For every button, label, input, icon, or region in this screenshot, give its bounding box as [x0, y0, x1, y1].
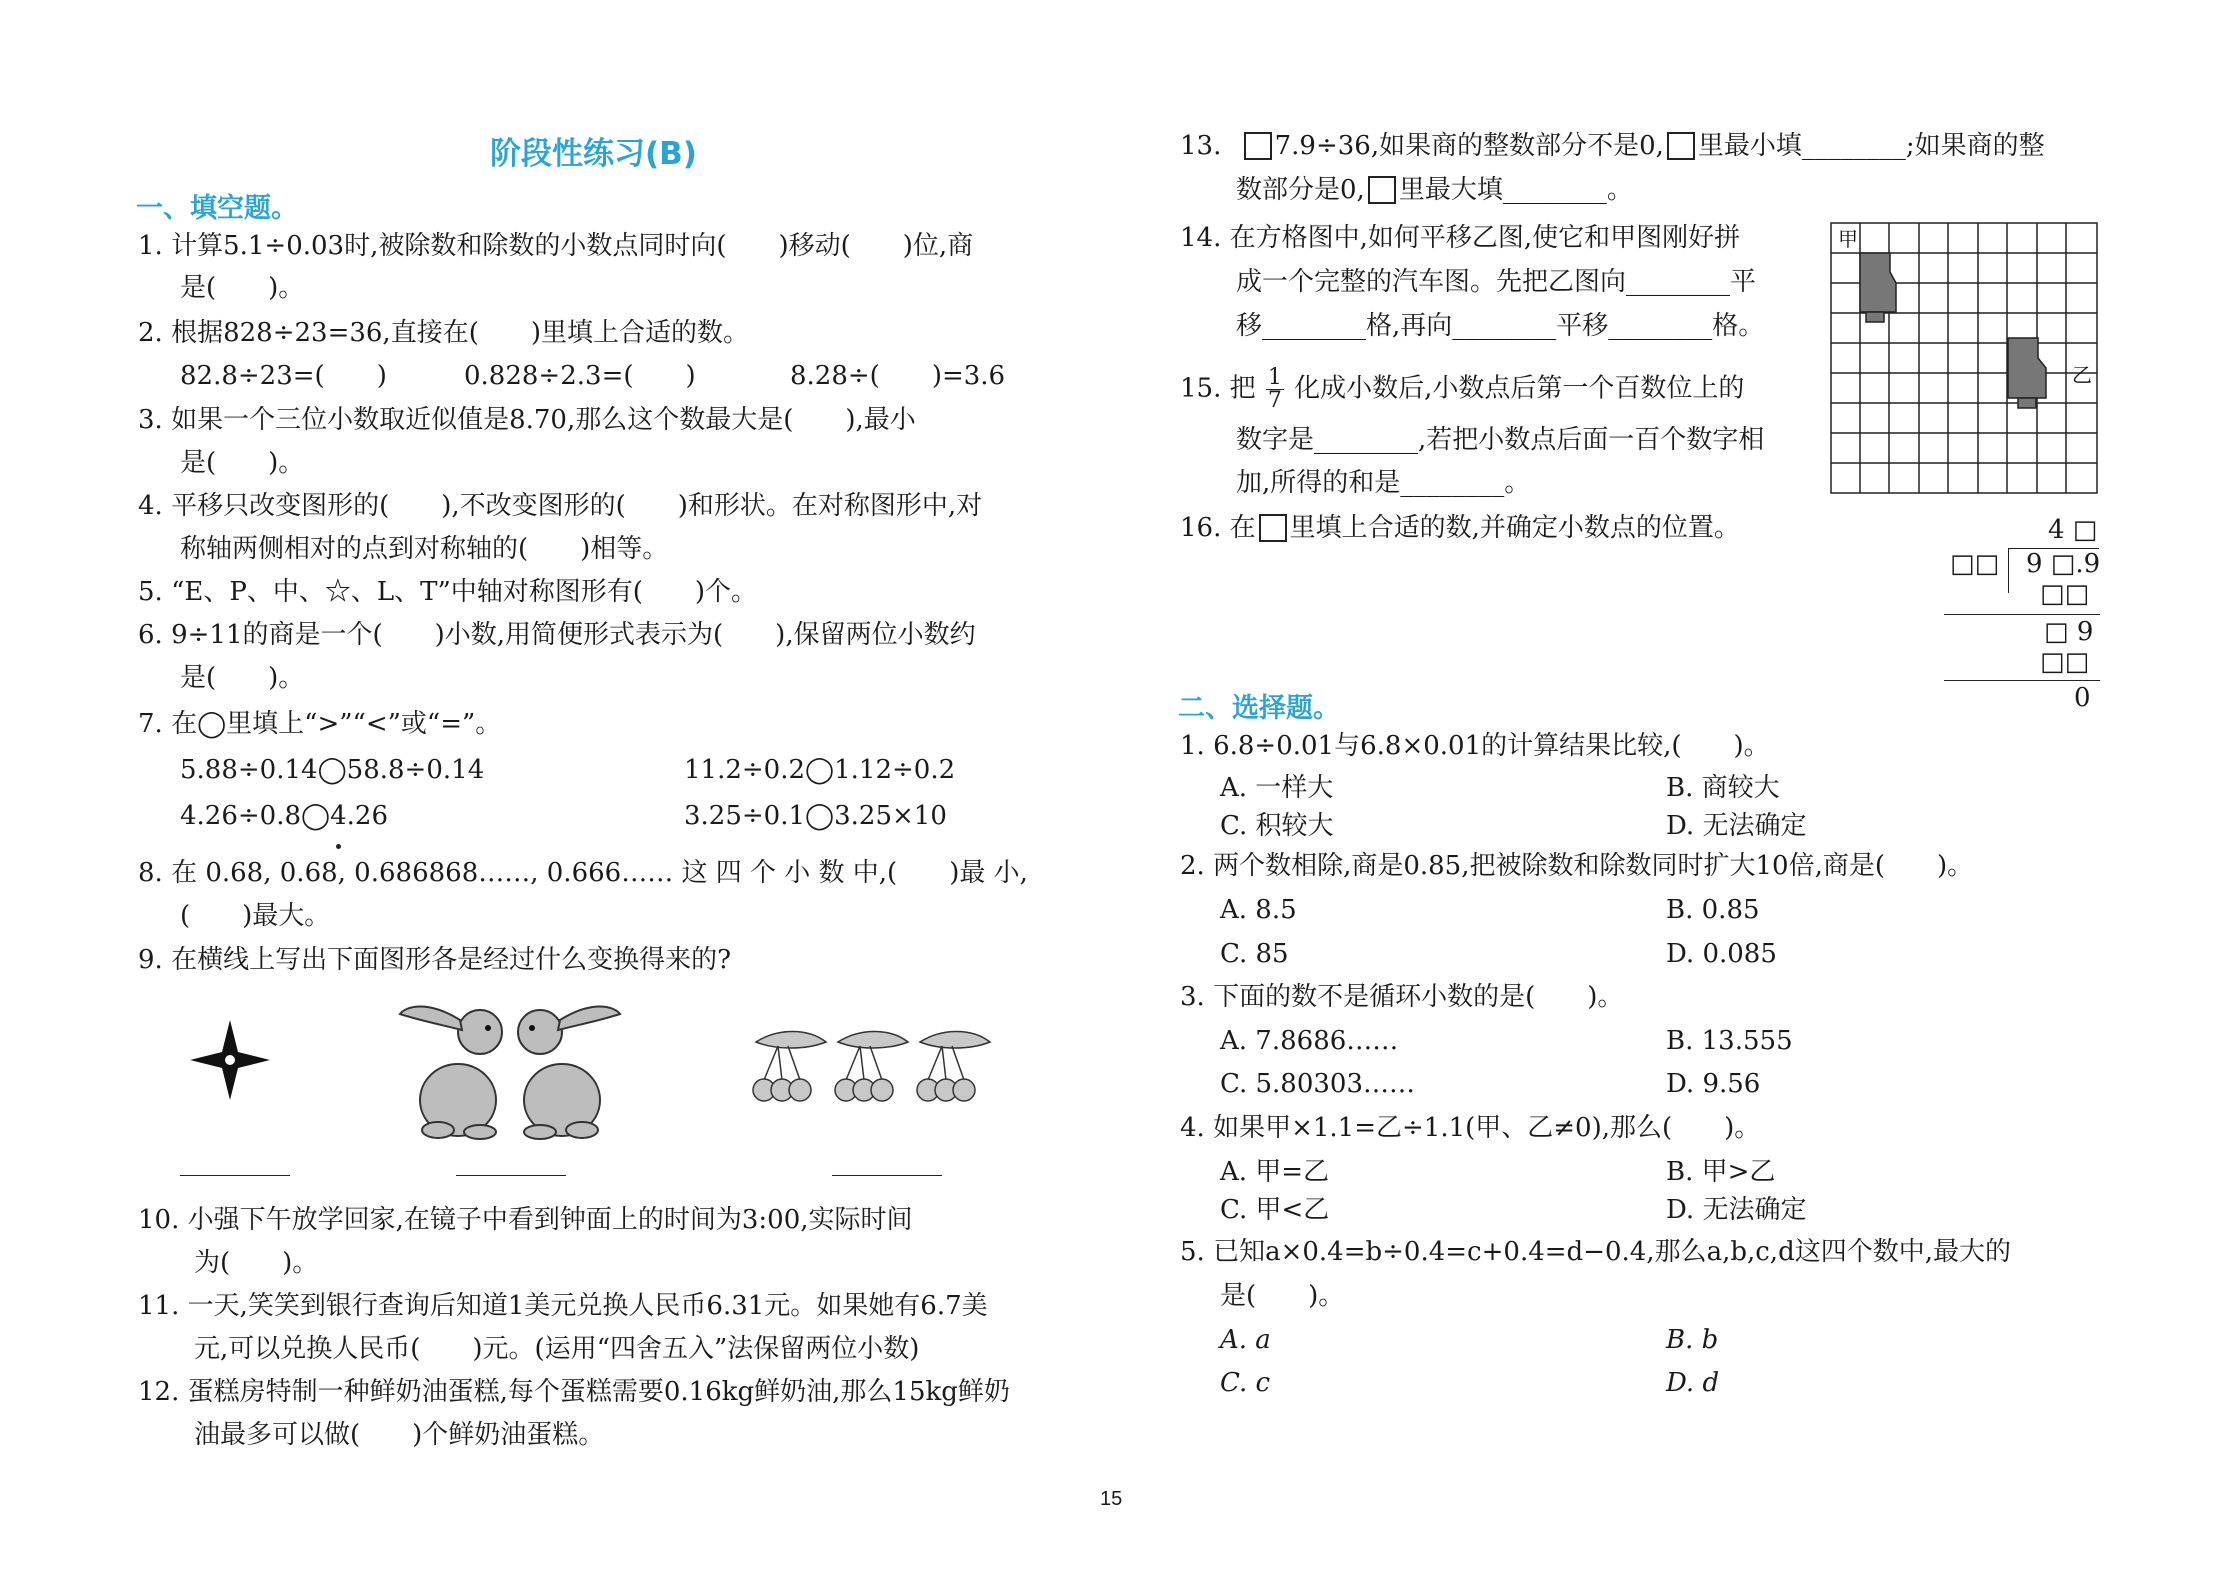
- q13b-text: 数部分是0,: [1236, 175, 1365, 205]
- car-grid-figure: [1830, 222, 2100, 496]
- q11-line1: 11. 一天,笑笑到银行查询后知道1美元兑换人民币6.31元。如果她有6.7美: [138, 1291, 988, 1321]
- q4-line2: 称轴两侧相对的点到对称轴的( )相等。: [180, 534, 669, 564]
- q1-line1: 1. 计算5.1÷0.03时,被除数和除数的小数点同时向( )移动( )位,商: [138, 231, 974, 261]
- q3-line2: 是( )。: [180, 448, 305, 478]
- choice-q1-option-d[interactable]: D. 无法确定: [1666, 811, 1807, 841]
- choice-q5-option-a[interactable]: A. a: [1220, 1325, 1271, 1355]
- choice-q4: 4. 如果甲×1.1=乙÷1.1(甲、乙≠0),那么( )。: [1180, 1113, 1761, 1143]
- q13b-text-2: 里最大填________。: [1398, 175, 1633, 205]
- choice-q3: 3. 下面的数不是循环小数的是( )。: [1180, 982, 1624, 1012]
- q8-line2: ( )最大。: [180, 901, 331, 931]
- q16-line: [1180, 512, 1740, 544]
- q15-line2: 数字是________,若把小数点后面一百个数字相: [1236, 425, 1765, 455]
- q14-line1: 14. 在方格图中,如何平移乙图,使它和甲图刚好拼: [1180, 223, 1741, 253]
- q2-part1: 82.8÷23=( ): [180, 361, 387, 391]
- star-shape-icon: [188, 1018, 272, 1102]
- q7-part1: 5.88÷0.14◯58.8÷0.14: [180, 755, 485, 785]
- section-multiple-choice: 二、选择题。: [1178, 693, 1340, 724]
- cherries-icon: [748, 1028, 1006, 1104]
- q7-part3: 4.26÷0.8◯4.26: [180, 801, 389, 831]
- choice-q5-option-d[interactable]: D. d: [1666, 1368, 1720, 1398]
- div-dividend: 9 □.9: [2026, 549, 2101, 579]
- choice-q5-line2: 是( )。: [1220, 1281, 1345, 1311]
- answer-blank-2[interactable]: [456, 1175, 566, 1176]
- choice-q3-option-c[interactable]: C. 5.80303……: [1220, 1069, 1416, 1099]
- choice-q2-option-c[interactable]: C. 85: [1220, 939, 1289, 969]
- div-divisor: □□: [1950, 549, 2000, 579]
- choice-q5-option-c[interactable]: C. c: [1220, 1368, 1271, 1398]
- q13-line1: [1180, 130, 2045, 162]
- q13-box-2[interactable]: [1667, 132, 1695, 160]
- q13-line2: [1236, 174, 1633, 206]
- q9-line: 9. 在横线上写出下面图形各是经过什么变换得来的?: [138, 945, 732, 975]
- choice-q1-option-a[interactable]: A. 一样大: [1220, 773, 1334, 803]
- choice-q4-option-a[interactable]: A. 甲=乙: [1220, 1157, 1330, 1187]
- division-line-2: [1944, 680, 2100, 681]
- q6-line2: 是( )。: [180, 663, 305, 693]
- q13-box-3[interactable]: [1368, 176, 1396, 204]
- choice-q3-option-b[interactable]: B. 13.555: [1666, 1026, 1793, 1056]
- section-fill-in: 一、填空题。: [136, 193, 298, 224]
- q15-line3: 加,所得的和是________。: [1236, 468, 1531, 498]
- q4-line1: 4. 平移只改变图形的( ),不改变图形的( )和形状。在对称图形中,对: [138, 491, 983, 521]
- fraction-numerator: 1: [1267, 365, 1282, 390]
- rabbits-icon: [398, 990, 622, 1140]
- q14-line3: 移________格,再向________平移________格。: [1236, 311, 1765, 341]
- q10-line1: 10. 小强下午放学回家,在镜子中看到钟面上的时间为3:00,实际时间: [138, 1205, 913, 1235]
- q2-part2: 0.828÷2.3=( ): [464, 361, 696, 391]
- q12-line2: 油最多可以做( )个鲜奶油蛋糕。: [194, 1420, 605, 1450]
- choice-q1-option-b[interactable]: B. 商较大: [1666, 773, 1780, 803]
- choice-q4-option-b[interactable]: B. 甲>乙: [1666, 1157, 1776, 1187]
- choice-q4-option-d[interactable]: D. 无法确定: [1666, 1195, 1807, 1225]
- div-row2: □ 9: [2044, 617, 2094, 647]
- q15-line1: [1180, 367, 1744, 412]
- q16-post: 里填上合适的数,并确定小数点的位置。: [1289, 513, 1740, 543]
- q6-line1: 6. 9÷11的商是一个( )小数,用简便形式表示为( ),保留两位小数约: [138, 620, 976, 650]
- choice-q2-option-b[interactable]: B. 0.85: [1666, 895, 1760, 925]
- q2-line1: 2. 根据828÷23=36,直接在( )里填上合适的数。: [138, 318, 749, 348]
- div-row4: 0: [2074, 683, 2091, 713]
- choice-q5-line1: 5. 已知a×0.4=b÷0.4=c+0.4=d−0.4,那么a,b,c,d这四个数中,最大的: [1180, 1237, 2011, 1267]
- fraction-one-seventh: [1266, 367, 1284, 412]
- choice-q1: 1. 6.8÷0.01与6.8×0.01的计算结果比较,( )。: [1180, 731, 1770, 761]
- q14-line2: 成一个完整的汽车图。先把乙图向________平: [1236, 267, 1757, 297]
- division-line-1: [1944, 614, 2100, 615]
- q15-post: 化成小数后,小数点后第一个百数位上的: [1294, 373, 1745, 404]
- grid-label-yi: 乙: [2072, 363, 2092, 387]
- q1-line2: 是( )。: [180, 273, 305, 303]
- q16-box[interactable]: [1259, 514, 1287, 542]
- choice-q3-option-a[interactable]: A. 7.8686……: [1220, 1026, 1399, 1056]
- choice-q2-option-a[interactable]: A. 8.5: [1220, 895, 1297, 925]
- grid-label-jia: 甲: [1838, 227, 1858, 251]
- repeat-dot: [336, 844, 341, 849]
- answer-blank-3[interactable]: [832, 1175, 942, 1176]
- q7-part2: 11.2÷0.2◯1.12÷0.2: [684, 755, 956, 785]
- div-row3: □□: [2040, 647, 2090, 677]
- choice-q2-option-d[interactable]: D. 0.085: [1666, 939, 1777, 969]
- q2-part3: 8.28÷( )=3.6: [790, 361, 1006, 391]
- choice-q4-option-c[interactable]: C. 甲<乙: [1220, 1195, 1330, 1225]
- div-row1: □□: [2040, 579, 2090, 609]
- q13-text: 7.9÷36,如果商的整数部分不是0,: [1274, 131, 1664, 161]
- choice-q5-option-b[interactable]: B. b: [1666, 1325, 1719, 1355]
- q16-pre: 16. 在: [1180, 513, 1256, 543]
- answer-blank-1[interactable]: [180, 1175, 290, 1176]
- choice-q2: 2. 两个数相除,商是0.85,把被除数和除数同时扩大10倍,商是( )。: [1180, 851, 1974, 881]
- q7-part4: 3.25÷0.1◯3.25×10: [684, 801, 947, 831]
- q3-line1: 3. 如果一个三位小数取近似值是8.70,那么这个数最大是( ),最小: [138, 405, 916, 435]
- q12-line1: 12. 蛋糕房特制一种鲜奶油蛋糕,每个蛋糕需要0.16kg鲜奶油,那么15kg鲜奶: [138, 1377, 1010, 1407]
- q8-line1: 8. 在 0.68, 0.68, 0.686868……, 0.666…… 这 四 个 小 数 中,( )最 小,: [138, 858, 1028, 888]
- choice-q3-option-d[interactable]: D. 9.56: [1666, 1069, 1761, 1099]
- page-number: 15: [1100, 1488, 1123, 1510]
- q7-line1: 7. 在◯里填上“>”“<”或“=”。: [138, 709, 502, 739]
- choice-q1-option-c[interactable]: C. 积较大: [1220, 811, 1334, 841]
- q5-line: 5. “E、P、中、☆、L、T”中轴对称图形有( )个。: [138, 577, 758, 607]
- q11-line2: 元,可以兑换人民币( )元。(运用“四舍五入”法保留两位小数): [194, 1334, 920, 1364]
- page-title: 阶段性练习(B): [490, 136, 697, 172]
- div-quotient: 4 □: [2048, 515, 2098, 545]
- q15-pre: 15. 把: [1180, 373, 1256, 404]
- fraction-denominator: 7: [1267, 388, 1282, 413]
- q13-text-2: 里最小填________;如果商的整: [1697, 131, 2045, 161]
- q13-box[interactable]: [1244, 132, 1272, 160]
- q10-line2: 为( )。: [194, 1248, 319, 1278]
- q13-number: 13.: [1180, 131, 1222, 161]
